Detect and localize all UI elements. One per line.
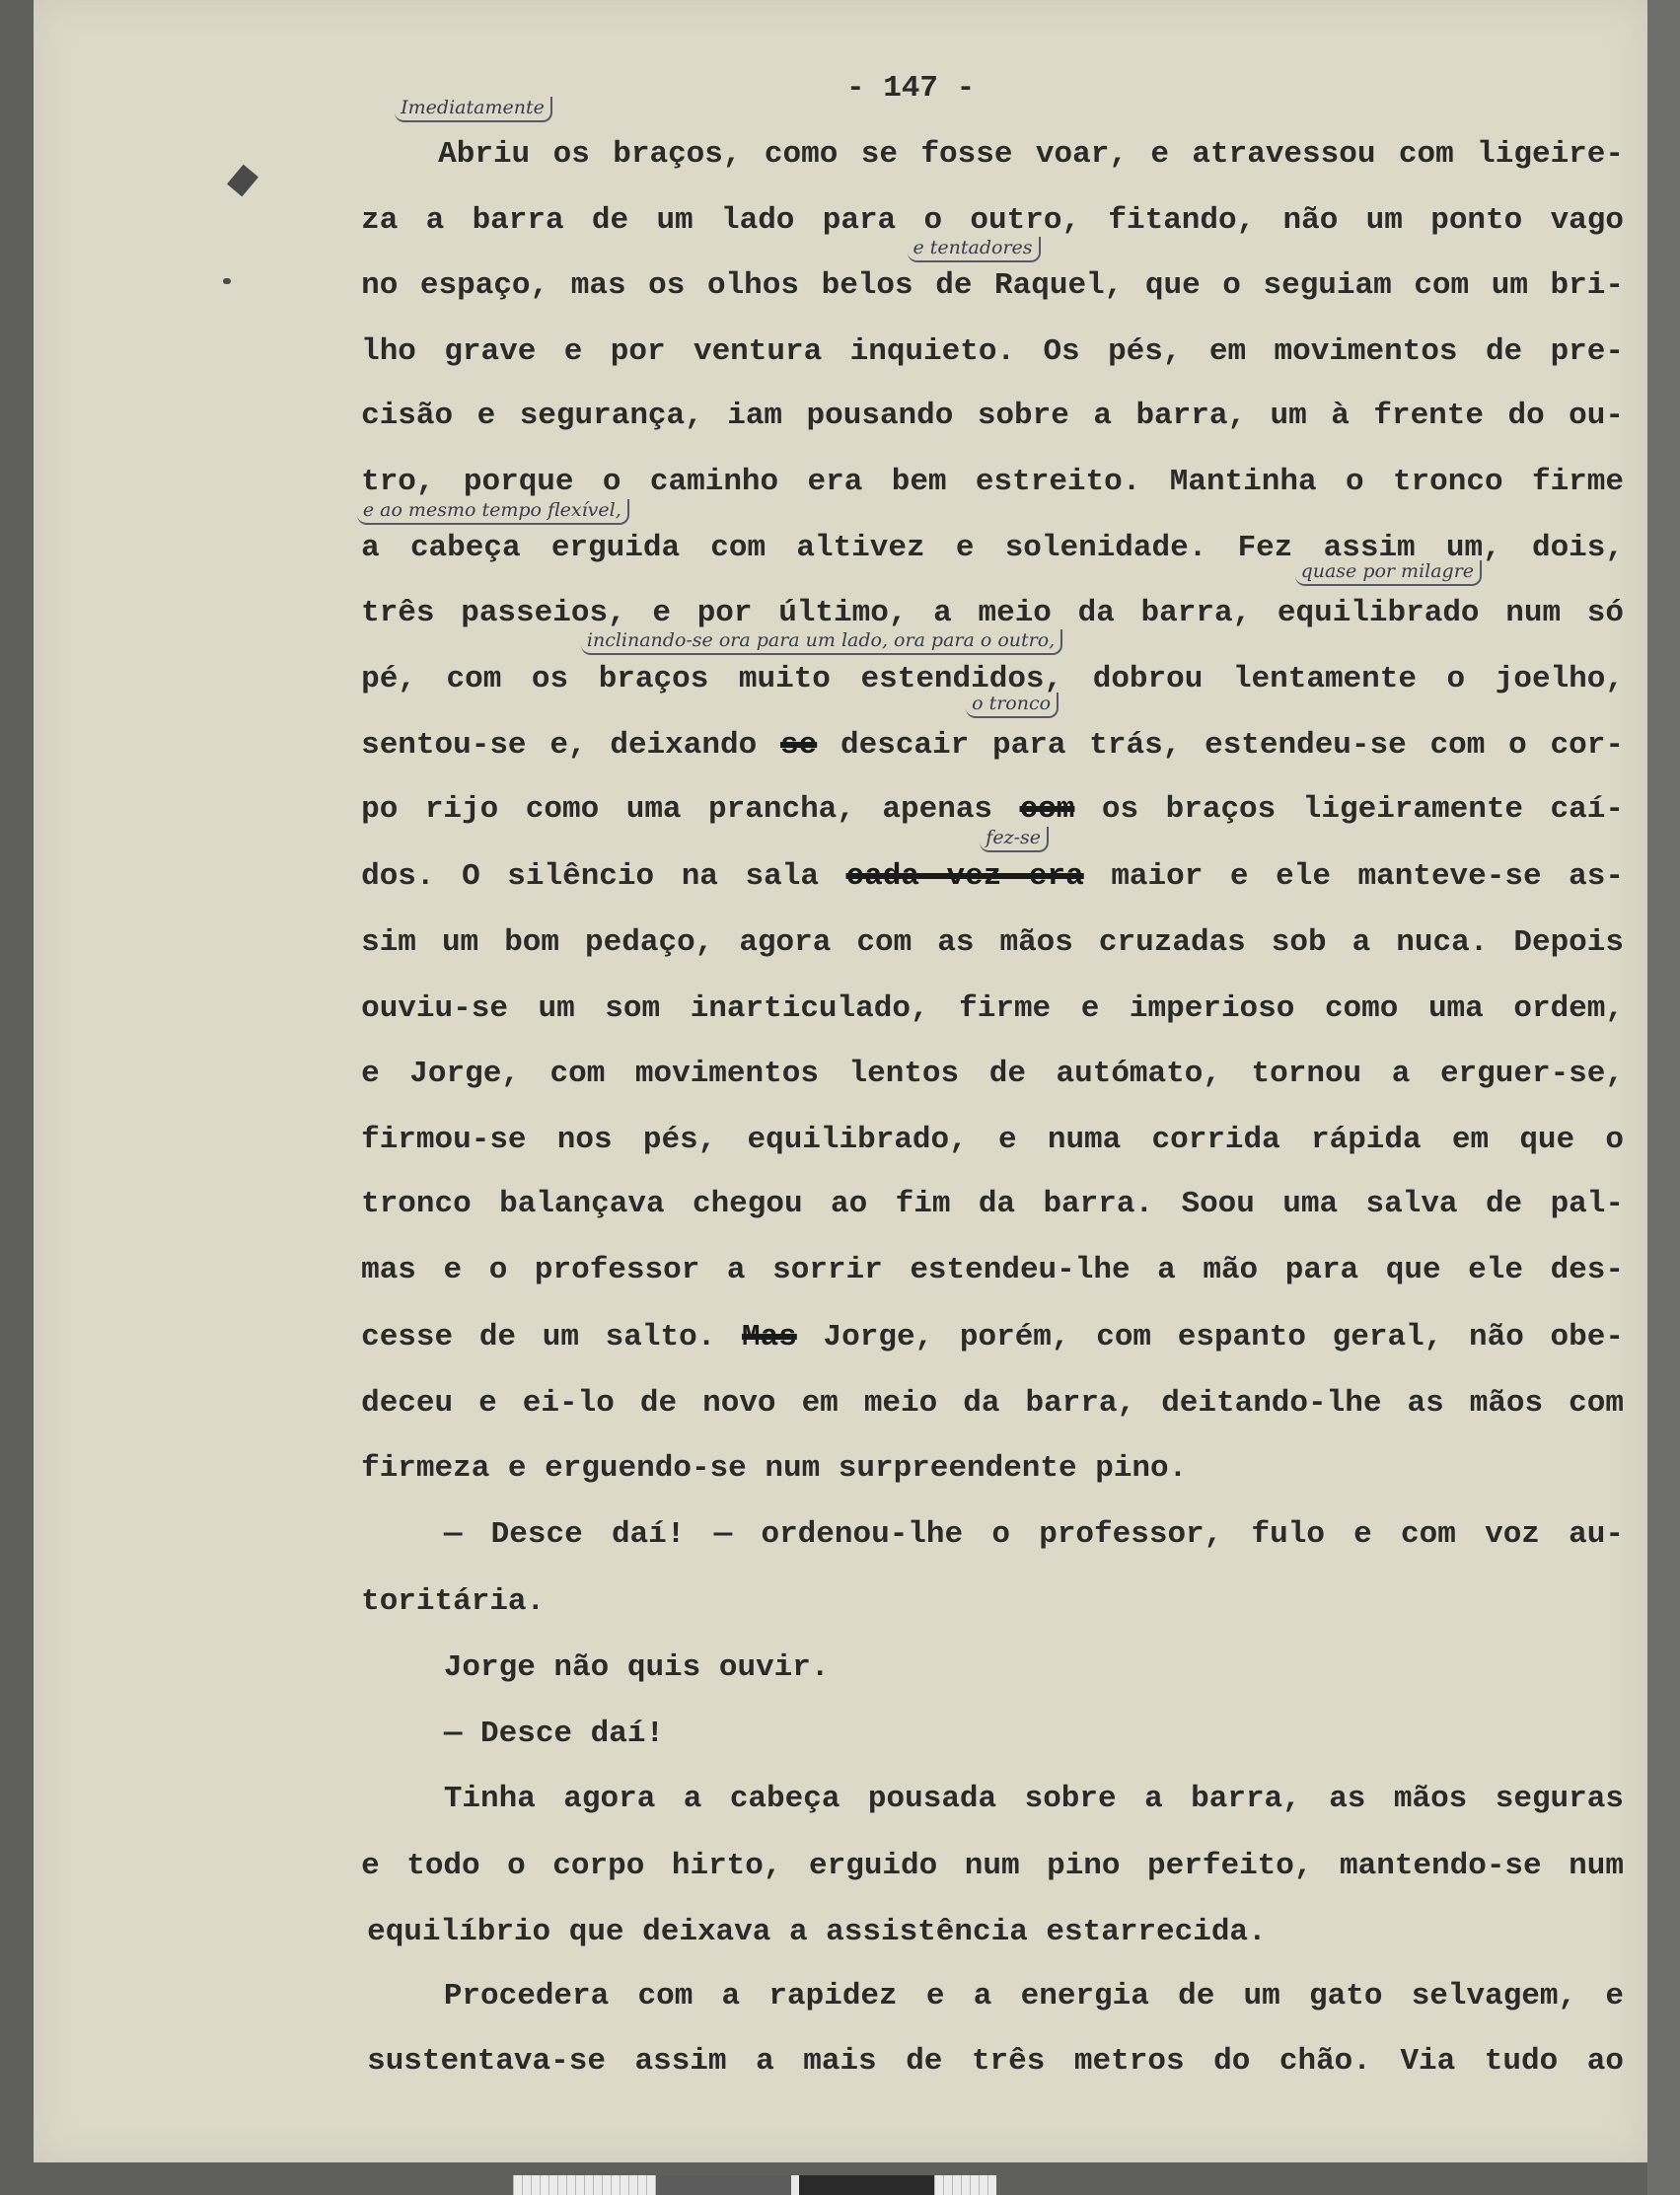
text-line [361,923,1624,963]
text-segment: pé, com os braços muito estendidos, dobrou lentamente o joelho, [361,662,1624,697]
text-line [361,790,1624,830]
text-segment: tro, porque o caminho era bem estreito. Mantinha o tronco firme [361,464,1624,499]
text-line [444,1715,683,1754]
text-line [367,1913,1284,1952]
text-segment: tronco balançava chegou ao fim da barra. Soou uma salva de pal- [361,1187,1624,1222]
text-line [444,1515,1624,1555]
handwritten-annotation: e ao mesmo tempo flexível, [357,499,629,525]
text-segment: no espaço, mas os olhos belos de Raquel, que o seguiam com um bri- [361,268,1624,304]
struck-out-text: se [779,727,818,763]
text-segment: Jorge não quis ouvir. [443,1649,830,1685]
text-segment: mas e o professor a sorrir estendeu-lhe a mão para que ele des- [361,1252,1624,1287]
struck-out-text: com [1019,792,1075,828]
text-segment: po rijo como uma prancha, apenas [361,792,993,828]
ruler-white-gap [791,2175,799,2195]
page-number: - 147 - [846,71,976,106]
text-segment: Abriu os braços, como se fosse voar, e atravessou com ligeire- [438,136,1624,172]
text-segment: firmou-se nos pés, equilibrado, e numa corrida rápida em que o [361,1122,1624,1157]
text-line [444,1977,1624,2016]
handwritten-annotation: o tronco [966,693,1059,718]
struck-out-text: cada vez era [845,859,1084,895]
scan-border [1647,0,1680,2195]
text-segment: deceu e ei-lo de novo em meio da barra, deitando-lhe as mãos com [361,1385,1624,1421]
text-segment: ouviu-se um som inarticulado, firme e imperioso como uma ordem, [361,990,1624,1026]
text-line [361,1847,1624,1886]
text-segment: Procedera com a rapidez e a energia de um gato selvagem, e [443,1979,1624,2014]
text-segment: equilíbrio que deixava a assistência estarrecida. [367,1915,1267,1950]
text-line [361,1384,1624,1424]
text-line [444,1780,1624,1819]
handwritten-annotation: inclinando-se ora para um lado, ora para o outro, [581,629,1062,655]
text-segment: za a barra de um lado para o outro, fitando, não um ponto vago [361,202,1624,238]
text-segment: sim um bom pedaço, agora com as mãos cruzadas sob a nuca. Depois [361,924,1624,960]
text-segment: Jorge, porém, com espanto geral, não obe- [823,1319,1624,1354]
handwritten-annotation: e tentadores [908,237,1041,262]
text-line [361,1121,1624,1160]
text-segment: cesse de um salto. [361,1319,716,1354]
text-line [361,266,1624,306]
struck-out-text: Mas [742,1319,797,1354]
text-line [361,397,1624,436]
text-line [361,1185,1624,1224]
text-line [361,594,1624,633]
text-segment: — Desce daí! — ordenou-lhe o professor, fulo e com voz au- [443,1517,1624,1553]
text-line [361,463,1624,502]
text-line [361,1582,563,1622]
text-segment: os braços ligeiramente caí- [1101,792,1624,828]
text-segment: descair para trás, estendeu-se com o cor- [840,727,1624,763]
text-segment: firmeza e erguendo-se num surpreendente pino. [361,1451,1188,1487]
text-segment: sustentava-se assim a mais de três metros do chão. Via tudo ao [367,2043,1624,2079]
text-line [361,332,1624,372]
handwritten-annotation: Imediatamente [395,97,552,122]
text-line [361,989,1624,1029]
text-line [361,726,1624,766]
handwritten-annotation: fez-se [980,827,1049,852]
text-line [361,1318,1624,1357]
ruler-white-end [934,2175,996,2195]
text-segment: dos. O silêncio na sala [361,859,819,895]
ruler-white-segment [513,2175,656,2195]
text-segment: toritária. [361,1584,546,1620]
text-line [361,857,1624,897]
text-segment: sentou-se e, deixando [361,727,758,763]
text-segment: e Jorge, com movimentos lentos de autómato, tornou a erguer-se, [361,1057,1624,1092]
text-segment: lho grave e por ventura inquieto. Os pés, em movimentos de pre- [361,334,1624,369]
text-segment: cisão e segurança, iam pousando sobre a barra, um à frente do ou- [361,399,1624,434]
text-segment: maior e ele manteve-se as- [1111,859,1624,895]
ink-speck [223,278,231,284]
ruler-grey-segment [656,2175,791,2195]
text-line [361,1449,1205,1489]
text-line [361,1055,1624,1094]
text-segment: a cabeça erguida com altivez e solenidade. Fez assim um, dois, [361,530,1624,565]
text-segment: e todo o corpo hirto, erguido num pino perfeito, mantendo-se num [361,1849,1624,1884]
text-segment: três passeios, e por último, a meio da barra, equilibrado num só [361,596,1624,631]
text-line [438,135,1624,175]
text-line [444,1648,847,1688]
text-segment: — Desce daí! [443,1716,665,1751]
text-line [367,2042,1624,2082]
handwritten-annotation: quase por milagre [1295,560,1482,586]
text-segment: Tinha agora a cabeça pousada sobre a barra, as mãos seguras [443,1782,1624,1817]
ruler-black-segment [799,2175,934,2195]
text-line [361,1251,1624,1290]
color-scale-ruler [0,2165,1680,2195]
text-line [361,201,1624,241]
